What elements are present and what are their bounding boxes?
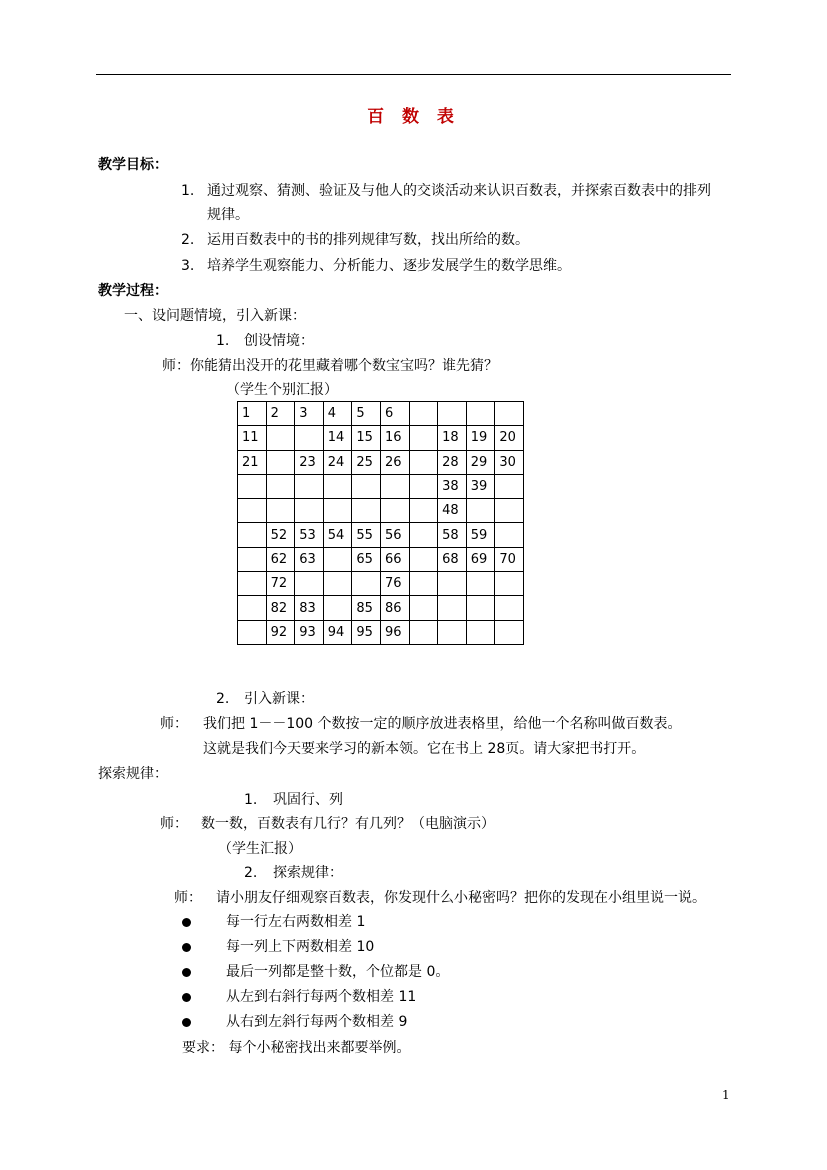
table-row bbox=[238, 450, 524, 474]
table-cell: 16 bbox=[380, 426, 409, 450]
table-cell: 65 bbox=[352, 547, 381, 571]
process-heading: 教学过程： bbox=[98, 283, 168, 299]
table-row bbox=[238, 402, 524, 426]
step-1-number: 1. bbox=[216, 333, 230, 349]
page-number: 1 bbox=[722, 1088, 730, 1102]
table-cell bbox=[380, 474, 409, 498]
table-cell bbox=[409, 474, 438, 498]
table-cell bbox=[466, 596, 495, 620]
goal-1-number: 1. bbox=[181, 183, 195, 199]
table-cell: 38 bbox=[438, 474, 467, 498]
table-cell: 55 bbox=[352, 523, 381, 547]
table-cell: 30 bbox=[495, 450, 524, 474]
table-cell: 14 bbox=[323, 426, 352, 450]
table-cell bbox=[495, 596, 524, 620]
table-row bbox=[238, 572, 524, 596]
table-cell bbox=[495, 499, 524, 523]
explore-step-1-label: 巩固行、列 bbox=[273, 792, 343, 808]
table-cell bbox=[323, 499, 352, 523]
table-row bbox=[238, 523, 524, 547]
student-report-2: （学生汇报） bbox=[218, 841, 302, 857]
table-cell: 70 bbox=[495, 547, 524, 571]
table-row bbox=[238, 499, 524, 523]
table-cell bbox=[409, 523, 438, 547]
table-cell: 62 bbox=[266, 547, 295, 571]
step-2-number: 2. bbox=[216, 691, 230, 707]
student-report-1: （学生个别汇报） bbox=[226, 382, 338, 398]
table-cell bbox=[495, 523, 524, 547]
table-cell bbox=[380, 499, 409, 523]
table-cell bbox=[266, 499, 295, 523]
table-cell bbox=[466, 402, 495, 426]
table-cell bbox=[495, 620, 524, 644]
table-cell bbox=[409, 402, 438, 426]
goals-heading: 教学目标： bbox=[98, 157, 168, 173]
table-cell: 54 bbox=[323, 523, 352, 547]
table-cell bbox=[409, 547, 438, 571]
explore-heading: 探索规律： bbox=[98, 766, 168, 782]
finding-4: 从左到右斜行每两个数相差 11 bbox=[226, 989, 417, 1005]
table-cell bbox=[409, 620, 438, 644]
section-1-heading: 一、设问题情境，引入新课： bbox=[124, 308, 306, 324]
table-row bbox=[238, 596, 524, 620]
table-cell bbox=[438, 572, 467, 596]
table-cell: 4 bbox=[323, 402, 352, 426]
page-title: 百 数 表 bbox=[367, 107, 460, 127]
finding-1: 每一行左右两数相差 1 bbox=[226, 914, 366, 930]
table-cell: 11 bbox=[238, 426, 267, 450]
table-cell: 72 bbox=[266, 572, 295, 596]
table-cell: 69 bbox=[466, 547, 495, 571]
table-cell bbox=[323, 572, 352, 596]
table-cell bbox=[466, 620, 495, 644]
step-2-label: 引入新课： bbox=[244, 691, 314, 707]
table-cell bbox=[438, 402, 467, 426]
explore-step-1-number: 1. bbox=[244, 792, 258, 808]
table-cell bbox=[238, 499, 267, 523]
table-cell bbox=[495, 572, 524, 596]
teacher-question-1: 师：你能猜出没开的花里藏着哪个数宝宝吗？谁先猜？ bbox=[162, 358, 498, 374]
table-cell: 1 bbox=[238, 402, 267, 426]
teacher-label-2: 师： bbox=[160, 716, 188, 732]
table-row bbox=[238, 547, 524, 571]
table-cell: 29 bbox=[466, 450, 495, 474]
table-cell: 96 bbox=[380, 620, 409, 644]
table-cell: 85 bbox=[352, 596, 381, 620]
table-cell bbox=[409, 596, 438, 620]
table-cell: 76 bbox=[380, 572, 409, 596]
table-row bbox=[238, 620, 524, 644]
table-cell: 19 bbox=[466, 426, 495, 450]
table-cell bbox=[323, 547, 352, 571]
table-cell bbox=[238, 572, 267, 596]
table-cell: 2 bbox=[266, 402, 295, 426]
explore-step-2-label: 探索规律： bbox=[273, 865, 343, 881]
goal-1-text: 通过观察、猜测、验证及与他人的交谈活动来认识百数表，并探索百数表中的排列 bbox=[207, 183, 711, 199]
bullet-icon bbox=[182, 1018, 191, 1027]
bullet-icon bbox=[182, 993, 191, 1002]
table-cell: 18 bbox=[438, 426, 467, 450]
table-cell: 23 bbox=[295, 450, 324, 474]
table-cell: 95 bbox=[352, 620, 381, 644]
teacher-statement-2-line1: 我们把 1－－100 个数按一定的顺序放进表格里，给他一个名称叫做百数表。 bbox=[203, 716, 682, 732]
table-cell bbox=[352, 499, 381, 523]
table-cell bbox=[295, 426, 324, 450]
table-cell: 56 bbox=[380, 523, 409, 547]
table-cell bbox=[466, 499, 495, 523]
table-cell: 20 bbox=[495, 426, 524, 450]
table-cell bbox=[238, 596, 267, 620]
table-cell: 94 bbox=[323, 620, 352, 644]
table-cell bbox=[438, 620, 467, 644]
table-cell bbox=[409, 426, 438, 450]
table-cell bbox=[466, 572, 495, 596]
goal-3-text: 培养学生观察能力、分析能力、逐步发展学生的数学思维。 bbox=[207, 258, 571, 274]
table-cell: 3 bbox=[295, 402, 324, 426]
table-cell bbox=[409, 572, 438, 596]
goal-2-text: 运用百数表中的书的排列规律写数，找出所给的数。 bbox=[207, 232, 529, 248]
table-cell bbox=[323, 596, 352, 620]
table-cell: 93 bbox=[295, 620, 324, 644]
finding-2: 每一列上下两数相差 10 bbox=[226, 939, 375, 955]
table-cell bbox=[238, 523, 267, 547]
hundred-chart-table bbox=[237, 401, 524, 645]
table-cell bbox=[238, 547, 267, 571]
goal-2-number: 2. bbox=[181, 232, 195, 248]
table-cell: 26 bbox=[380, 450, 409, 474]
table-cell bbox=[495, 474, 524, 498]
bullet-icon bbox=[182, 943, 191, 952]
table-cell: 28 bbox=[438, 450, 467, 474]
header-rule bbox=[96, 74, 731, 75]
table-cell: 59 bbox=[466, 523, 495, 547]
table-cell bbox=[295, 474, 324, 498]
explore-step-2-number: 2. bbox=[244, 865, 258, 881]
finding-3: 最后一列都是整十数，个位都是 0。 bbox=[226, 964, 450, 980]
table-cell: 21 bbox=[238, 450, 267, 474]
table-cell bbox=[495, 402, 524, 426]
table-cell bbox=[295, 499, 324, 523]
table-cell bbox=[238, 620, 267, 644]
table-cell bbox=[266, 474, 295, 498]
table-cell: 25 bbox=[352, 450, 381, 474]
goal-1-text-continued: 规律。 bbox=[207, 207, 249, 223]
table-cell: 83 bbox=[295, 596, 324, 620]
finding-5: 从右到左斜行每两个数相差 9 bbox=[226, 1014, 408, 1030]
table-cell bbox=[409, 499, 438, 523]
step-1-label: 创设情境： bbox=[244, 333, 314, 349]
table-cell bbox=[409, 450, 438, 474]
table-cell: 39 bbox=[466, 474, 495, 498]
bullet-icon bbox=[182, 968, 191, 977]
table-cell bbox=[295, 572, 324, 596]
table-cell: 82 bbox=[266, 596, 295, 620]
table-cell: 5 bbox=[352, 402, 381, 426]
teacher-question-4: 请小朋友仔细观察百数表，你发现什么小秘密吗？把你的发现在小组里说一说。 bbox=[216, 890, 706, 906]
table-cell: 58 bbox=[438, 523, 467, 547]
table-cell bbox=[352, 474, 381, 498]
teacher-statement-2-line2: 这就是我们今天要来学习的新本领。它在书上 28页。请大家把书打开。 bbox=[203, 741, 646, 757]
requirement-note: 要求： 每个小秘密找出来都要举例。 bbox=[182, 1040, 411, 1056]
table-cell bbox=[352, 572, 381, 596]
table-cell: 68 bbox=[438, 547, 467, 571]
table-cell: 24 bbox=[323, 450, 352, 474]
table-cell: 86 bbox=[380, 596, 409, 620]
table-cell bbox=[266, 450, 295, 474]
table-cell: 63 bbox=[295, 547, 324, 571]
table-cell: 48 bbox=[438, 499, 467, 523]
teacher-label-4: 师： bbox=[174, 890, 202, 906]
table-cell bbox=[266, 426, 295, 450]
table-cell: 53 bbox=[295, 523, 324, 547]
table-row bbox=[238, 426, 524, 450]
goal-3-number: 3. bbox=[181, 258, 195, 274]
teacher-question-3: 数一数，百数表有几行？有几列？（电脑演示） bbox=[201, 816, 495, 832]
table-cell: 52 bbox=[266, 523, 295, 547]
table-cell: 6 bbox=[380, 402, 409, 426]
teacher-label-3: 师： bbox=[160, 816, 188, 832]
table-cell bbox=[238, 474, 267, 498]
table-cell: 15 bbox=[352, 426, 381, 450]
table-cell bbox=[438, 596, 467, 620]
table-cell: 92 bbox=[266, 620, 295, 644]
bullet-icon bbox=[182, 918, 191, 927]
table-cell bbox=[323, 474, 352, 498]
table-row bbox=[238, 474, 524, 498]
table-cell: 66 bbox=[380, 547, 409, 571]
